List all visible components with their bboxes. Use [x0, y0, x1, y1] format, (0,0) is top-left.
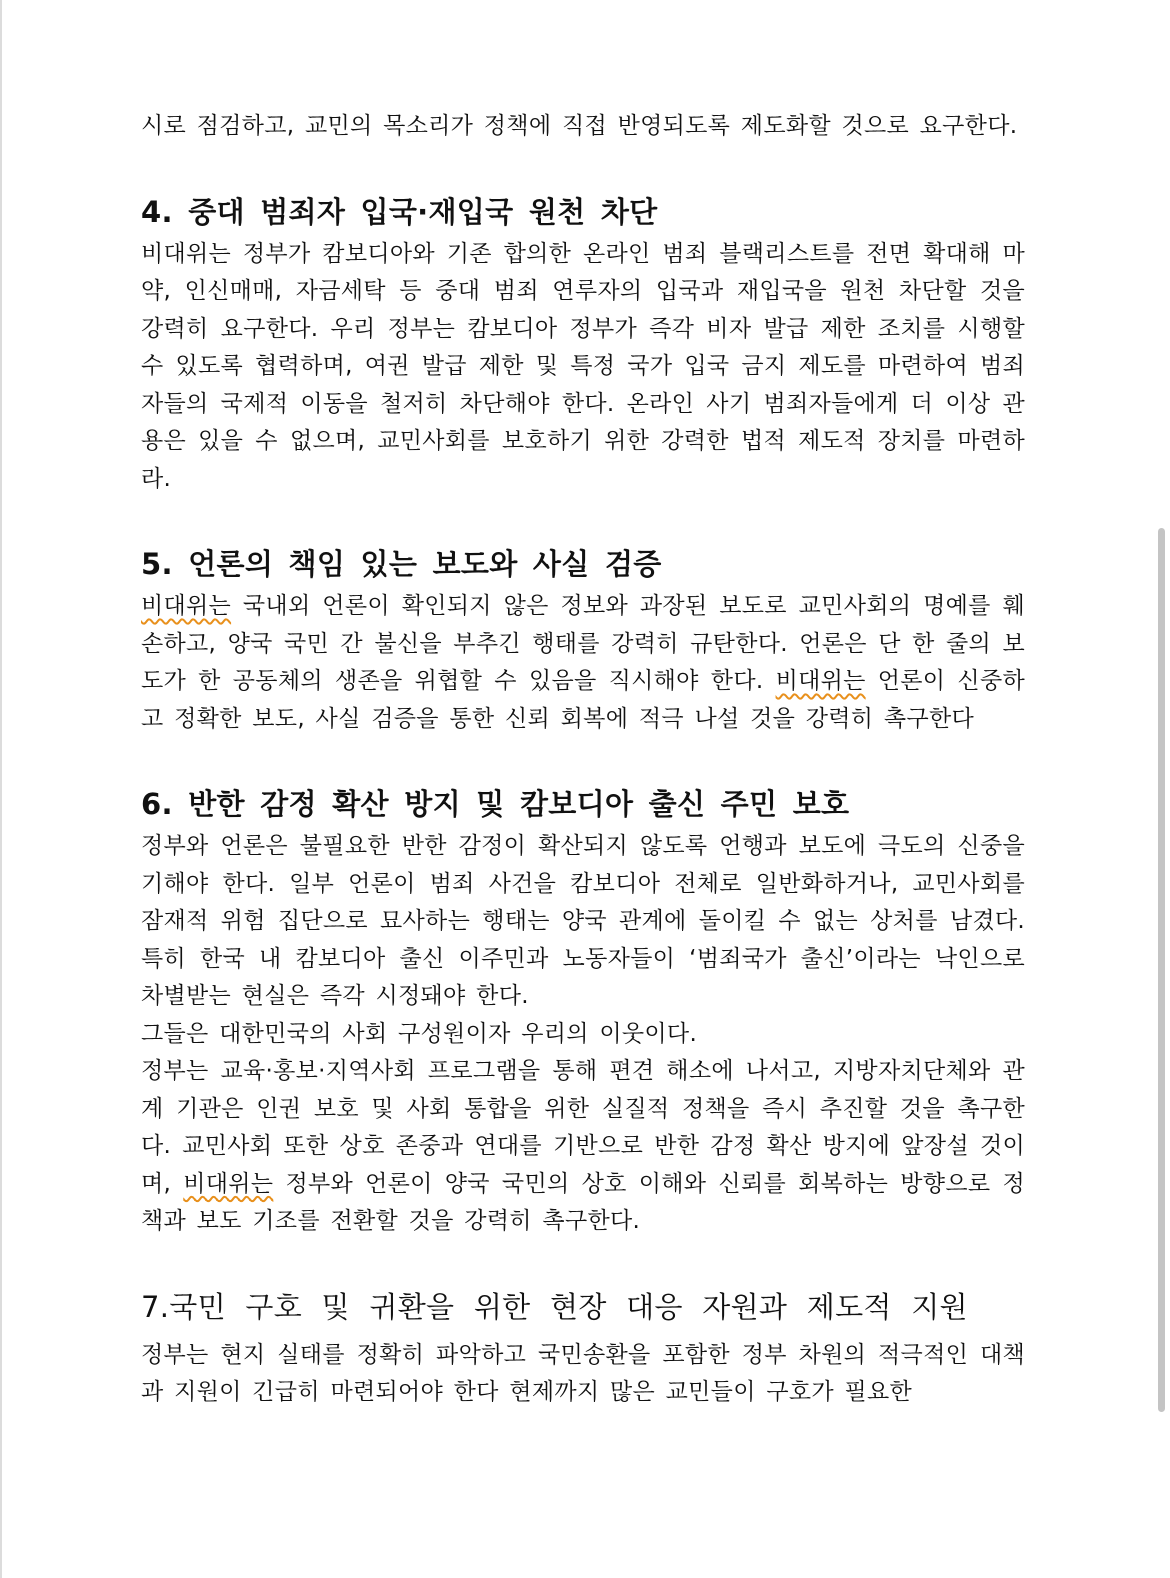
- paragraph-text: 정부와 언론이 양국 국민의 상호 이해와 신뢰를 회복하는 방향으로 정책과 보도 기조를 전환할 것을 강력히 촉구한다.: [141, 1170, 1025, 1234]
- paragraph-section-6b: 그들은 대한민국의 사회 구성원이자 우리의 이웃이다.: [141, 1020, 698, 1047]
- paragraph-section-5: [141, 588, 1025, 738]
- page-left-edge: [0, 0, 2, 1578]
- spacer: [141, 498, 1025, 542]
- section-heading-6: 6. 반한 감정 확산 방지 및 캄보디아 출신 주민 보호: [141, 787, 850, 821]
- spacer: [141, 1241, 1025, 1285]
- spellcheck-word[interactable]: 비대위는: [141, 593, 232, 619]
- paragraph-text: 언론이 신중하고 정확한 보도, 사실 검증을 통한 신뢰 회복에 적극 나설 것을 강력히 촉구한다: [141, 668, 1025, 732]
- spellcheck-word[interactable]: 비대위는: [775, 668, 866, 694]
- spacer: [141, 146, 1025, 190]
- spellcheck-word[interactable]: 비대위는: [183, 1170, 274, 1197]
- paragraph-section-7: 정부는 현지 실태를 정확히 파악하고 국민송환을 포함한 정부 차원의 적극적인 대책과 지원이 긴급히 마련되어야 한다 현제까지 많은 교민들이 구호가 필요한: [141, 1341, 1025, 1405]
- section-heading-5: 5. 언론의 책임 있는 보도와 사실 검증: [141, 547, 662, 581]
- paragraph-intro: 시로 점검하고, 교민의 목소리가 정책에 직접 반영되도록 제도화할 것으로 요구한다.: [141, 113, 1018, 139]
- paragraph-section-6a: 정부와 언론은 불필요한 반한 감정이 확산되지 않도록 언행과 보도에 극도의 신중을 기해야 한다. 일부 언론이 범죄 사건을 캄보디아 전체로 일반화하거나, 교민사회를 잠재적 위험 집단으로 묘사하는 행태는 양국 관계에 돌이킬 수 없는 상처를 남겼다. 특히 한국 내 캄보디아 출신 이주민과 노동자들이 ‘범죄국가 출신’이라는 낙인으로 차별받는 현실은 즉각 시정돼야 한다.: [141, 833, 1025, 1009]
- document-body: [141, 108, 1025, 1412]
- paragraph-section-6c: [141, 1053, 1025, 1241]
- paragraph-text: 국내외 언론이 확인되지 않은 정보와 과장된 보도로 교민사회의 명예를 훼손하고, 양국 국민 간 불신을 부추긴 행태를 강력히 규탄한다. 언론은 단 한 줄의 보도가 한 공동체의 생존을 위협할 수 있음을 직시해야 한다.: [141, 593, 1025, 694]
- scrollbar-thumb[interactable]: [1158, 528, 1165, 1412]
- paragraph-text: 정부는 교육·홍보·지역사회 프로그램을 통해 편견 해소에 나서고, 지방자치단체와 관계 기관은 인권 보호 및 사회 통합을 위한 실질적 정책을 즉시 추진할 것을 촉구한다. 교민사회 또한 상호 존중과 연대를 기반으로 반한 감정 확산 방지에 앞장설 것이며,: [141, 1058, 1025, 1197]
- section-heading-4: 4. 중대 범죄자 입국·재입국 원천 차단: [141, 194, 658, 229]
- section-heading-7: 7.국민 구호 및 귀환을 위한 현장 대응 자원과 제도적 지원: [141, 1289, 968, 1324]
- spacer: [141, 738, 1025, 782]
- paragraph-section-4: 비대위는 정부가 캄보디아와 기존 합의한 온라인 범죄 블랙리스트를 전면 확대해 마약, 인신매매, 자금세탁 등 중대 범죄 연루자의 입국과 재입국을 원천 차단할 것을 강력히 요구한다. 우리 정부는 캄보디아 정부가 즉각 비자 발급 제한 조치를 시행할 수 있도록 협력하며, 여권 발급 제한 및 특정 국가 입국 금지 제도를 마련하여 범죄자들의 국제적 이동을 철저히 차단해야 한다. 온라인 사기 범죄자들에게 더 이상 관용은 있을 수 없으며, 교민사회를 보호하기 위한 강력한 법적 제도적 장치를 마련하라.: [141, 240, 1025, 492]
